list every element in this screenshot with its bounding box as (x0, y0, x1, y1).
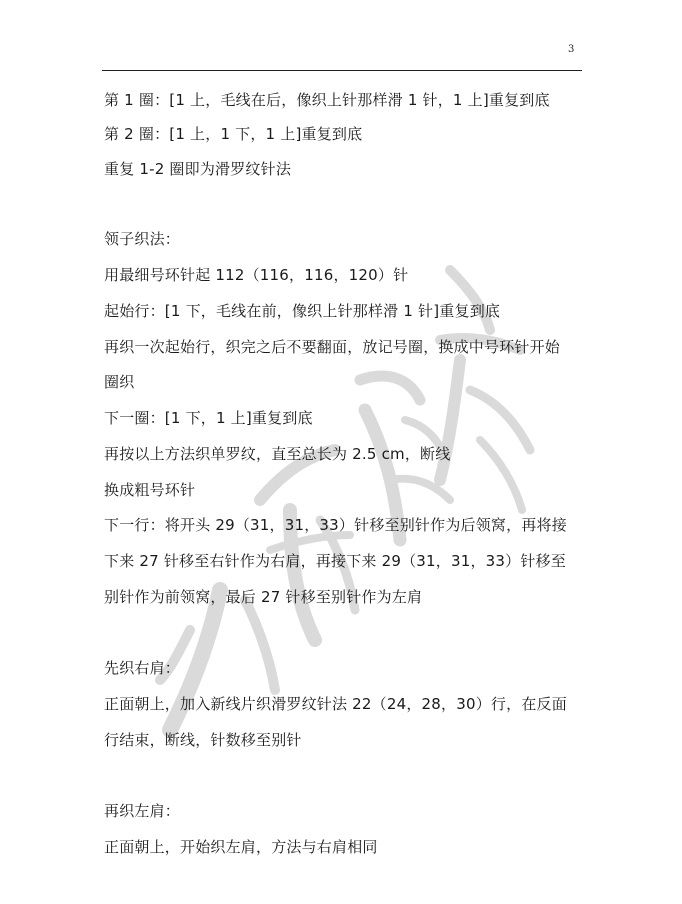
text-line-change-needle: 换成粗号环针 (104, 481, 196, 499)
text-line-round-2: 第 2 圈：[1 上，1 下，1 上]重复到底 (104, 125, 363, 143)
text-line-next-row-1: 下一行：将开头 29（31，31，33）针移至别针作为后领窝，再将接 (104, 516, 567, 534)
section-heading-left-shoulder: 再织左肩： (104, 802, 181, 820)
text-line-setup-row: 起始行：[1 下，毛线在前，像织上针那样滑 1 针]重复到底 (104, 302, 501, 320)
text-line-rib-length: 再按以上方法织单罗纹，直至总长为 2.5 cm，断线 (104, 445, 451, 463)
section-heading-collar: 领子织法： (104, 230, 181, 248)
page-number: 3 (568, 44, 575, 55)
watermark-calligraphy (150, 250, 550, 770)
text-line-right-shoulder-2: 行结束，断线，针数移至别针 (104, 731, 302, 749)
header-rule (102, 70, 582, 71)
text-line-round-knit: 圈织 (104, 373, 135, 391)
section-heading-right-shoulder: 先织右肩： (104, 659, 181, 677)
text-line-repeat-note: 重复 1-2 圈即为滑罗纹针法 (104, 160, 292, 178)
text-line-round-1: 第 1 圈：[1 上，毛线在后，像织上针那样滑 1 针，1 上]重复到底 (104, 91, 550, 109)
text-line-cast-on: 用最细号环针起 112（116，116，120）针 (104, 266, 409, 284)
text-line-next-row-3: 别针作为前领窝，最后 27 针移至别针作为左肩 (104, 588, 423, 606)
text-line-next-row-2: 下来 27 针移至右针作为右肩，再接下来 29（31，31，33）针移至 (104, 552, 566, 570)
text-line-setup-repeat: 再织一次起始行，织完之后不要翻面，放记号圈，换成中号环针开始 (104, 338, 561, 356)
text-line-right-shoulder-1: 正面朝上，加入新线片织滑罗纹针法 22（24，28，30）行，在反面 (104, 695, 567, 713)
text-line-left-shoulder: 正面朝上，开始织左肩，方法与右肩相同 (104, 838, 378, 856)
text-line-next-round: 下一圈：[1 下，1 上]重复到底 (104, 409, 313, 427)
